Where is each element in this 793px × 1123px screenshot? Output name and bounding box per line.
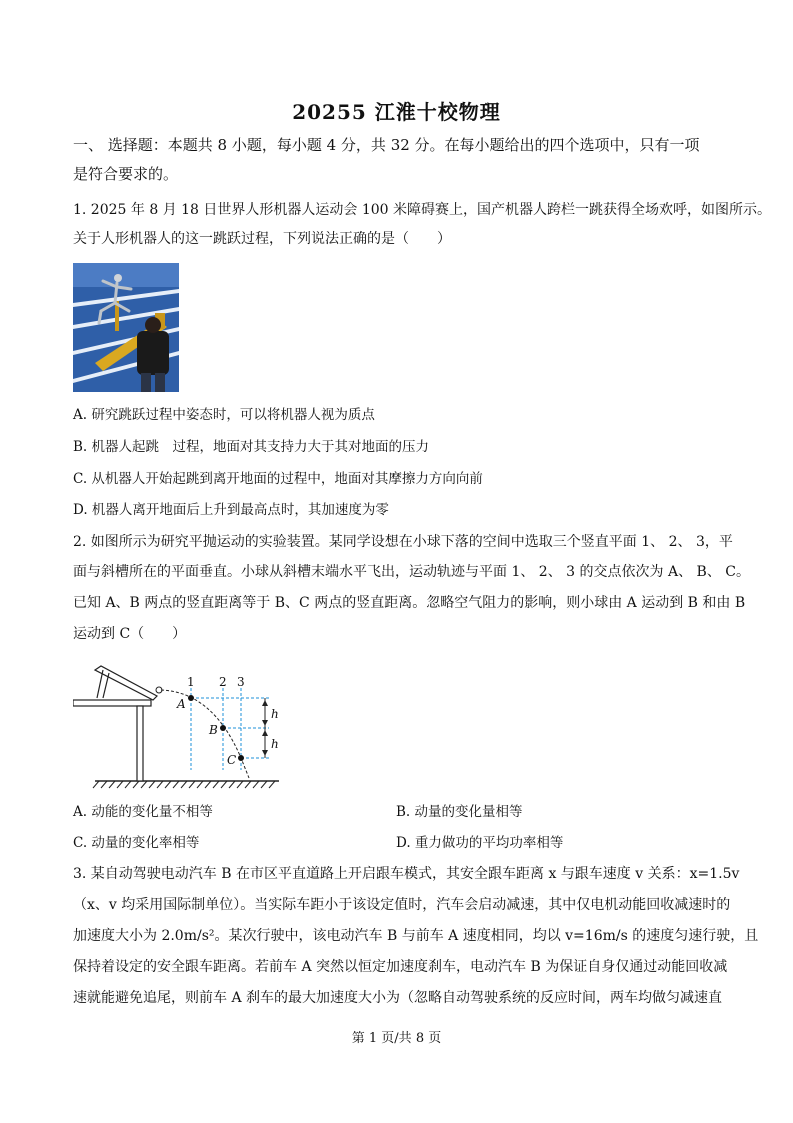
h-label-lower: h xyxy=(271,737,279,751)
q1-stem-line1: 1. 2025 年 8 月 18 日世界人形机器人运动会 100 米障碍赛上，国产机器人跨栏一跳获得全场欢呼，如图所示。 xyxy=(73,202,772,218)
q1-option-b: B. 机器人起跳 过程，地面对其支持力大于其对地面的压力 xyxy=(73,439,430,455)
robot-hurdle-photo xyxy=(73,263,179,392)
h-label-upper: h xyxy=(271,707,279,721)
q1-option-a: A. 研究跳跃过程中姿态时，可以将机器人视为质点 xyxy=(73,407,375,423)
section-heading-line2: 是符合要求的。 xyxy=(73,165,179,183)
plane-1-label: 1 xyxy=(187,675,195,689)
q2-option-d: D. 重力做功的平均功率相等 xyxy=(396,835,564,851)
q3-stem-line5: 速就能避免追尾，则前车 A 刹车的最大加速度大小为（忽略自动驾驶系统的反应时间，两车均做匀减速直 xyxy=(73,990,723,1006)
q2-option-b: B. 动量的变化量相等 xyxy=(396,804,523,820)
page-title: 20255 江淮十校物理 xyxy=(292,100,501,124)
q3-stem-line2: （x、v 均采用国际制单位）。当实际车距小于该设定值时，汽车会启动减速，其中仅电机动能回收减速时的 xyxy=(73,897,731,913)
plane-2-label: 2 xyxy=(219,675,227,689)
q3-stem-line4: 保持着设定的安全跟车距离。若前车 A 突然以恒定加速度刹车，电动汽车 B 为保证自身仅通过动能回收减 xyxy=(73,959,728,975)
q2-option-c: C. 动量的变化率相等 xyxy=(73,835,200,851)
projectile-diagram xyxy=(73,660,283,790)
point-c-label: C xyxy=(227,753,237,767)
plane-3-label: 3 xyxy=(237,675,245,689)
q2-option-a: A. 动能的变化量不相等 xyxy=(73,804,213,820)
q2-stem-line2: 面与斜槽所在的平面垂直。小球从斜槽末端水平飞出，运动轨迹与平面 1、 2、 3 的交点依次为 A、 B、 C。 xyxy=(73,564,750,580)
q1-stem-line2: 关于人形机器人的这一跳跃过程，下列说法正确的是（ ） xyxy=(73,231,451,247)
q1-option-d: D. 机器人离开地面后上升到最高点时，其加速度为零 xyxy=(73,502,389,518)
q2-stem-line1: 2. 如图所示为研究平抛运动的实验装置。某同学设想在小球下落的空间中选取三个竖直平面 1、 2、 3，平 xyxy=(73,534,733,550)
point-b-label: B xyxy=(209,723,218,737)
q2-stem-line3: 已知 A、B 两点的竖直距离等于 B、C 两点的竖直距离。忽略空气阻力的影响，则小球由 A 运动到 B 和由 B xyxy=(73,595,746,611)
q3-stem-line1: 3. 某自动驾驶电动汽车 B 在市区平直道路上开启跟车模式，其安全跟车距离 x 与跟车速度 v 关系：x=1.5v xyxy=(73,866,740,882)
q1-option-c: C. 从机器人开始起跳到离开地面的过程中，地面对其摩擦力方向向前 xyxy=(73,471,483,487)
q3-stem-line3: 加速度大小为 2.0m/s²。某次行驶中，该电动汽车 B 与前车 A 速度相同，均以 v=16m/s 的速度匀速行驶，且 xyxy=(73,928,759,944)
point-a-label: A xyxy=(177,697,186,711)
page-footer: 第 1 页/共 8 页 xyxy=(351,1031,442,1046)
section-heading-line1: 一、 选择题：本题共 8 小题，每小题 4 分，共 32 分。在每小题给出的四个选项中，只有一项 xyxy=(73,136,700,154)
q2-stem-line4: 运动到 C（ ） xyxy=(73,626,187,642)
